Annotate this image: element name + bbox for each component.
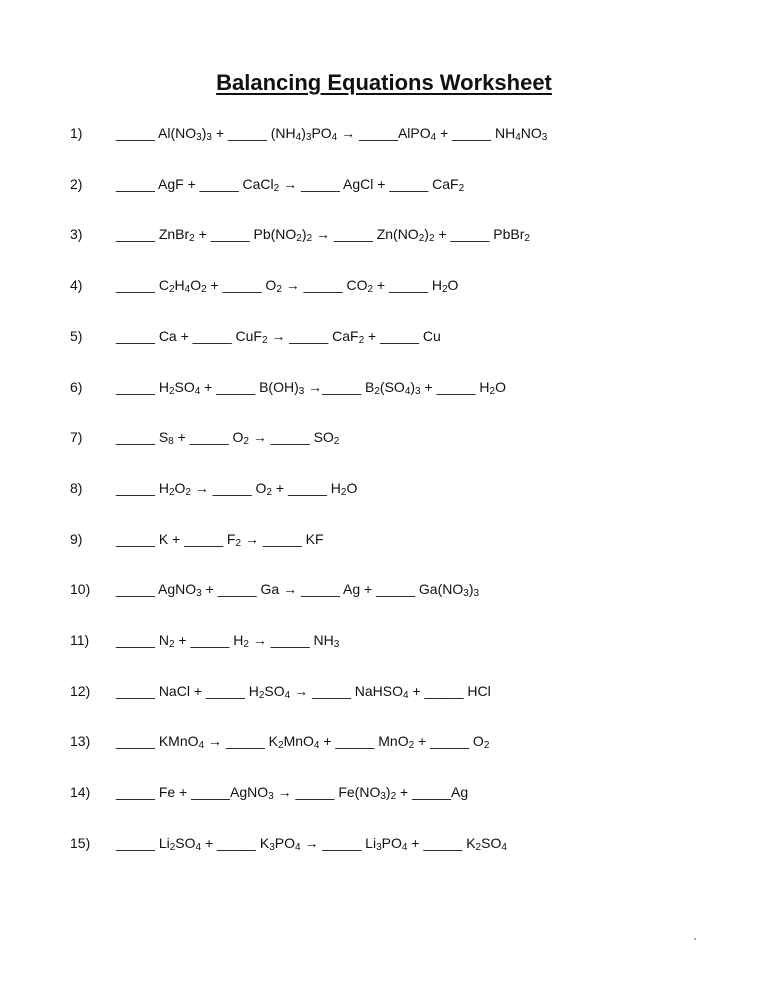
equation-segment: → _____ CaF	[267, 328, 359, 344]
equation-segment: _____ K + _____ F	[116, 531, 236, 547]
subscript: 3	[196, 132, 202, 143]
subscript: 4	[331, 132, 338, 143]
equation-segment: + _____Ag	[396, 784, 469, 800]
equation-segment: + _____ PbBr	[434, 226, 525, 242]
subscript: 4	[404, 386, 411, 397]
equation-segment: _____ KMnO	[116, 733, 199, 749]
equation-segment: PO	[381, 835, 402, 851]
equation-segment: SO	[174, 379, 195, 395]
equation-segment: + _____ K	[407, 835, 476, 851]
equation-segment: _____ AgNO	[116, 581, 197, 597]
equation-segment: O	[495, 379, 506, 395]
subscript: 3	[196, 588, 202, 599]
equation-segment: _____ NaCl + _____ H	[116, 683, 259, 699]
subscript: 2	[168, 386, 175, 397]
equation-text	[116, 477, 357, 499]
subscript: 2	[489, 386, 496, 397]
subscript: 3	[298, 386, 305, 397]
equation-segment: PO	[311, 125, 332, 141]
subscript: 2	[266, 487, 273, 498]
equation-segment: → _____ CO	[281, 277, 368, 293]
equation-segment: + _____ O	[414, 733, 484, 749]
subscript: 2	[243, 639, 249, 650]
equation-number: 2)	[70, 176, 83, 192]
equation-text	[116, 122, 547, 144]
subscript: 3	[541, 132, 548, 143]
subscript: 2	[261, 335, 268, 346]
subscript: 2	[428, 233, 435, 244]
equation-segment: PO	[274, 835, 295, 851]
scan-speck	[694, 938, 696, 940]
subscript: 4	[313, 740, 320, 751]
subscript: 3	[333, 639, 340, 650]
subscript: 2	[273, 183, 280, 194]
equation-text	[116, 629, 339, 651]
subscript: 2	[390, 791, 397, 802]
subscript: 2	[235, 538, 242, 549]
equation-segment: )	[385, 784, 391, 800]
equation-text	[116, 680, 491, 702]
equation-segment: (SO	[379, 379, 405, 395]
equation-number: 9)	[70, 531, 83, 547]
equation-segment: → _____ AgCl + _____ CaF	[279, 176, 459, 192]
equation-segment: O	[174, 480, 186, 496]
subscript: 2	[458, 183, 465, 194]
equation-text	[116, 173, 464, 195]
subscript: 2	[258, 690, 265, 701]
subscript: 2	[340, 487, 347, 498]
equation-segment: _____ C	[116, 277, 169, 293]
worksheet-title: Balancing Equations Worksheet	[216, 70, 552, 95]
equation-segment: O	[447, 277, 459, 293]
equation-segment: _____ H	[116, 480, 169, 496]
subscript: 2	[278, 740, 284, 751]
equation-number: 3)	[70, 226, 83, 242]
equation-segment: _____ Fe + _____AgNO	[116, 784, 269, 800]
subscript: 2	[441, 284, 448, 295]
subscript: 2	[189, 233, 195, 244]
equation-number: 14)	[70, 784, 91, 800]
subscript: 2	[418, 233, 425, 244]
equation-number: 7)	[70, 429, 83, 445]
subscript: 3	[380, 791, 386, 802]
subscript: 4	[198, 740, 205, 751]
equation-segment: → _____ Fe(NO	[273, 784, 381, 800]
equation-segment: _____ ZnBr	[116, 226, 190, 242]
subscript: 4	[501, 842, 507, 853]
equation-segment: SO	[264, 683, 285, 699]
equation-segment: + _____ H	[174, 632, 244, 648]
equation-segment: → _____ K	[204, 733, 278, 749]
subscript: 2	[168, 284, 175, 295]
equation-segment: )	[410, 379, 416, 395]
subscript: 4	[295, 842, 301, 853]
equation-text	[116, 274, 458, 296]
equation-segment: _____ N	[116, 632, 169, 648]
equation-segment: + _____ (NH	[211, 125, 296, 141]
equation-segment: + _____ Ga → _____ Ag + _____ Ga(NO	[201, 581, 464, 597]
equation-segment: MnO	[283, 733, 314, 749]
equation-number: 11)	[70, 632, 90, 648]
subscript: 3	[269, 842, 275, 853]
subscript: 4	[195, 842, 202, 853]
subscript: 2	[185, 487, 191, 498]
equation-text	[116, 730, 489, 752]
equation-segment: _____ S	[116, 429, 169, 445]
equation-text	[116, 832, 507, 854]
equation-number: 10)	[70, 581, 91, 597]
equation-segment: SO	[175, 835, 196, 851]
subscript: 2	[168, 487, 175, 498]
subscript: 4	[401, 842, 408, 853]
equation-segment: + _____ H	[420, 379, 490, 395]
subscript: 4	[403, 690, 409, 701]
equation-segment: + _____ Pb(NO	[194, 226, 297, 242]
equation-segment: + _____ B(OH)	[200, 379, 299, 395]
equation-segment: → _____ Li	[300, 835, 377, 851]
equation-text	[116, 325, 441, 347]
subscript: 2	[367, 284, 374, 295]
equation-text	[116, 223, 530, 245]
subscript: 4	[515, 132, 521, 143]
subscript: 4	[295, 132, 302, 143]
equation-segment: + _____ O	[206, 277, 277, 293]
subscript: 3	[473, 588, 480, 599]
equation-segment: → _____ O	[190, 480, 267, 496]
equation-segment: )	[468, 581, 474, 597]
subscript: 8	[168, 436, 174, 447]
equation-segment: →_____ B	[304, 379, 375, 395]
equation-number: 15)	[70, 835, 91, 851]
subscript: 3	[305, 132, 312, 143]
equation-segment: + _____ MnO	[319, 733, 409, 749]
subscript: 2	[168, 639, 175, 650]
equation-segment: → _____ KF	[241, 531, 324, 547]
equation-number: 8)	[70, 480, 83, 496]
equation-segment: → _____ NH	[248, 632, 334, 648]
equation-text	[116, 528, 324, 550]
subscript: 2	[243, 436, 249, 447]
equation-number: 6)	[70, 379, 83, 395]
subscript: 3	[415, 386, 421, 397]
subscript: 2	[374, 386, 380, 397]
equation-segment: SO	[481, 835, 502, 851]
subscript: 2	[306, 233, 313, 244]
subscript: 4	[430, 132, 437, 143]
subscript: 2	[296, 233, 302, 244]
subscript: 2	[276, 284, 282, 295]
subscript: 2	[169, 842, 176, 853]
equation-segment: + _____ H	[272, 480, 341, 496]
subscript: 2	[201, 284, 207, 295]
equation-segment: + _____ H	[373, 277, 442, 293]
equation-segment: → _____ SO	[248, 429, 334, 445]
equation-number: 5)	[70, 328, 83, 344]
equation-segment: _____ Li	[116, 835, 170, 851]
subscript: 2	[483, 740, 490, 751]
equation-number: 12)	[70, 683, 91, 699]
equation-segment: _____ AgF + _____ CaCl	[116, 176, 274, 192]
equation-segment: → _____ NaHSO	[290, 683, 404, 699]
subscript: 4	[184, 284, 191, 295]
subscript: 3	[376, 842, 382, 853]
subscript: 3	[268, 791, 274, 802]
subscript: 3	[463, 588, 469, 599]
equation-text	[116, 781, 468, 803]
equation-number: 13)	[70, 733, 91, 749]
equation-segment: )	[201, 125, 207, 141]
subscript: 3	[206, 132, 212, 143]
equation-number: 4)	[70, 277, 83, 293]
equation-text	[116, 426, 339, 448]
equation-segment: + _____ NH	[436, 125, 516, 141]
equation-segment: )	[301, 226, 307, 242]
equation-segment: H	[174, 277, 185, 293]
equation-segment: _____ Al(NO	[116, 125, 197, 141]
equation-segment: + _____ Cu	[364, 328, 441, 344]
subscript: 2	[358, 335, 365, 346]
subscript: 2	[524, 233, 530, 244]
equation-segment: + _____ HCl	[408, 683, 491, 699]
equation-segment: )	[301, 125, 306, 141]
equation-segment: _____ H	[116, 379, 169, 395]
equation-segment: NO	[520, 125, 542, 141]
equation-segment: O	[190, 277, 202, 293]
subscript: 2	[475, 842, 482, 853]
equation-segment: → _____AlPO	[337, 125, 431, 141]
equation-segment: )	[424, 226, 429, 242]
subscript: 4	[284, 690, 291, 701]
equation-text	[116, 578, 479, 600]
equation-segment: + _____ K	[201, 835, 270, 851]
equation-segment: + _____ O	[173, 429, 244, 445]
equation-segment: O	[346, 480, 358, 496]
equation-segment: → _____ Zn(NO	[312, 226, 419, 242]
equation-segment: _____ Ca + _____ CuF	[116, 328, 262, 344]
subscript: 2	[408, 740, 415, 751]
subscript: 4	[194, 386, 201, 397]
subscript: 2	[333, 436, 340, 447]
equation-number: 1)	[70, 125, 83, 141]
equation-text	[116, 376, 506, 398]
